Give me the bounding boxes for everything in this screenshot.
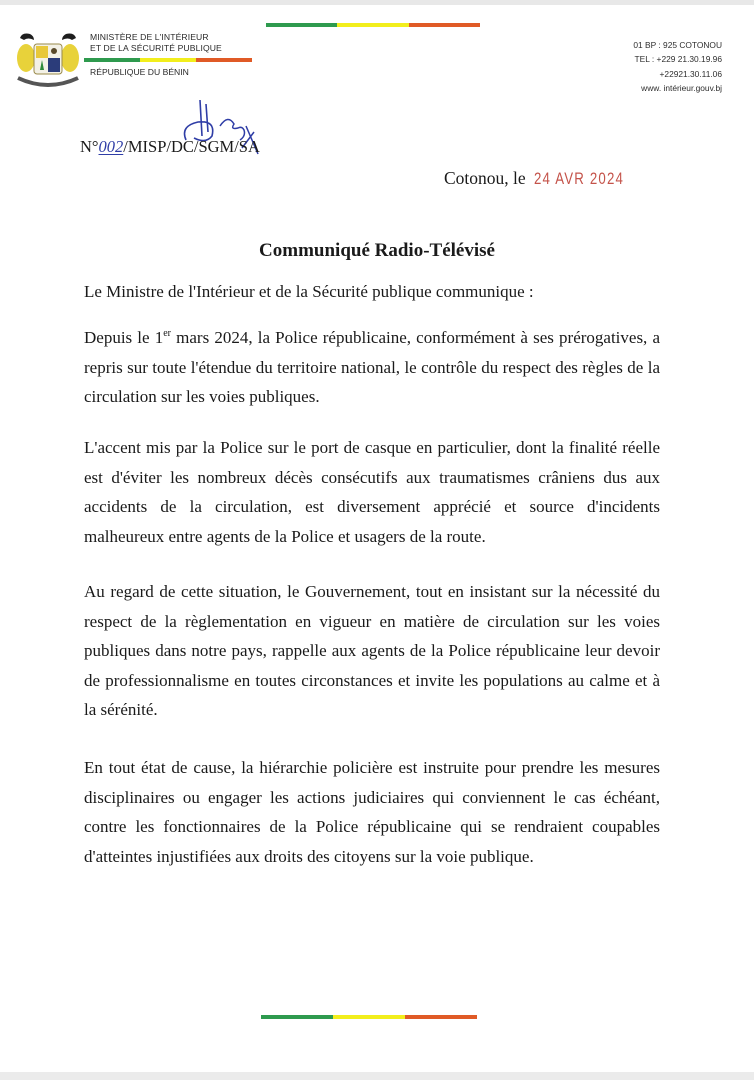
- republic-name: RÉPUBLIQUE DU BÉNIN: [90, 67, 189, 77]
- reference-number: [80, 137, 260, 157]
- ministry-name-line2: ET DE LA SÉCURITÉ PUBLIQUE: [90, 43, 222, 53]
- date-stamp: 24 AVR 2024: [534, 169, 625, 188]
- ministry-name: [90, 32, 222, 54]
- page-bottom-edge: [0, 1072, 754, 1080]
- contact-address: 01 BP : 925 COTONOU: [633, 40, 722, 50]
- flag-red-segment: [405, 1015, 477, 1019]
- reference-suffix: /MISP/DC/SGM/SA: [123, 137, 260, 156]
- document-title: Communiqué Radio-Télévisé: [259, 240, 495, 261]
- paragraph-3: Au regard de cette situation, le Gouvernement, tout en insistant sur la nécessité du respect de la règlementation en vigueur en matière de circulation sur les voies publiques dans notre pays, rappelle aux agents de la Police républicaine leur devoir de professionnalisme en toutes circonstances et invite les populations au calme et à la sérénité.: [84, 582, 660, 719]
- flag-red-segment: [409, 23, 480, 27]
- contact-phone-1: TEL : +229 21.30.19.96: [634, 54, 722, 65]
- paragraph-4: En tout état de cause, la hiérarchie policière est instruite pour prendre les mesures disciplinaires ou engager les actions judiciaires qui conviennent le cas échéant, contre les fonctionnaires de la Police républicaine qui se rendraient coupables d'atteintes injustifiées aux droits des citoyens sur la voie publique.: [84, 758, 660, 866]
- flag-yellow-segment: [337, 23, 408, 27]
- flag-yellow-segment: [140, 58, 196, 62]
- reference-prefix: N°: [80, 137, 99, 156]
- paragraph-2: L'accent mis par la Police sur le port de casque en particulier, dont la finalité réelle est d'éviter les nombreux décès consécutifs aux traumatismes crâniens dus aux accidents de la circulation, est diversement apprécié et source d'incidents malheureux entre agents de la Police et usagers de la route.: [84, 438, 660, 546]
- top-flag-stripe: [266, 23, 480, 27]
- paragraph-1-rest: mars 2024, la Police républicaine, conformément à ses prérogatives, a repris sur toute l'étendue du territoire national, le contrôle du respect des règles de la circulation sur les voies publiques.: [84, 328, 660, 406]
- flag-green-segment: [266, 23, 337, 27]
- contact-phone-2: +22921.30.11.06: [659, 68, 722, 79]
- paragraph-1-start: Depuis le 1: [84, 328, 164, 347]
- paragraph-1: [84, 323, 660, 412]
- page-top-edge: [0, 0, 754, 5]
- ordinal-superscript: er: [163, 328, 171, 339]
- contact-website: www. intérieur.gouv.bj: [641, 83, 722, 94]
- benin-coat-of-arms-icon: [12, 28, 84, 92]
- contact-block: [633, 38, 722, 96]
- footer-flag-stripe: [261, 1015, 477, 1019]
- flag-yellow-segment: [333, 1015, 405, 1019]
- dateline: [444, 168, 649, 189]
- flag-green-segment: [84, 58, 140, 62]
- ministry-name-line1: MINISTÈRE DE L'INTÉRIEUR: [90, 32, 209, 42]
- flag-green-segment: [261, 1015, 333, 1019]
- header-flag-stripe: [84, 58, 252, 62]
- intro-line: Le Ministre de l'Intérieur et de la Sécurité publique communique :: [84, 282, 534, 301]
- flag-red-segment: [196, 58, 252, 62]
- dateline-place: Cotonou, le: [444, 168, 526, 188]
- reference-handwritten-number: 002: [98, 137, 124, 156]
